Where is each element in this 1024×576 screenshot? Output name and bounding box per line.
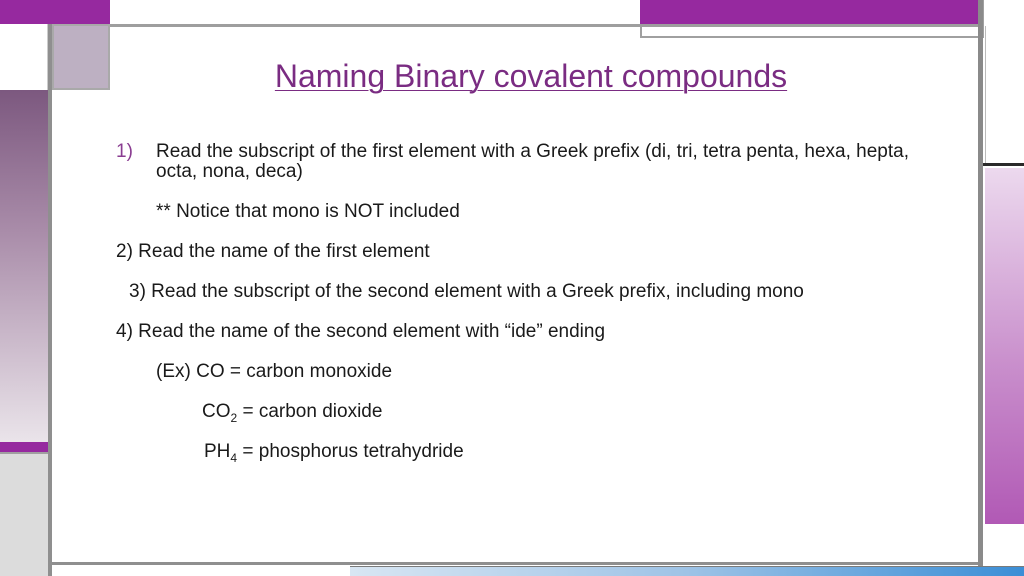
frame-right-gradient-bar [985, 168, 1024, 524]
example-2-formula: CO [202, 401, 231, 422]
frame-left-gradient-bar [0, 90, 48, 442]
example-3-name: = phosphorus tetrahydride [237, 441, 464, 462]
frame-right-divider [983, 163, 1024, 166]
step-3: 3) Read the subscript of the second element with a Greek prefix, including mono [129, 281, 804, 302]
step-1 [116, 142, 916, 182]
frame-top-left-square [52, 24, 110, 90]
note-mono: ** Notice that mono is NOT included [156, 201, 460, 222]
step-1-text: Read the subscript of the first element with a Greek prefix (di, tri, tetra penta, hexa, hepta, octa, nona, deca) [156, 141, 909, 182]
slide-title: Naming Binary covalent compounds [274, 58, 788, 94]
frame-bottom-gradient-bar [350, 566, 1024, 576]
example-2-name: = carbon dioxide [237, 401, 383, 422]
frame-left-accent [0, 442, 48, 452]
example-2-subscript: 2 [230, 410, 238, 425]
example-2 [116, 401, 916, 425]
frame-top-left-accent [0, 0, 110, 24]
example-3-formula: PH [204, 441, 231, 462]
step-4: 4) Read the name of the second element with “ide” ending [116, 321, 606, 342]
slide-body [116, 142, 916, 482]
frame-right-top-box [985, 26, 1024, 163]
frame-bottom-line [52, 562, 978, 565]
step-2: 2) Read the name of the first element [116, 241, 430, 262]
frame-left-line [48, 24, 52, 576]
frame-left-bottom-box [0, 452, 48, 576]
step-1-number: 1) [116, 141, 133, 162]
example-1: (Ex) CO = carbon monoxide [156, 361, 393, 382]
example-3-subscript: 4 [230, 450, 238, 465]
frame-right-line [978, 0, 983, 576]
frame-left-top-box [0, 24, 48, 90]
example-3 [116, 441, 916, 465]
frame-top-right-accent [640, 0, 980, 24]
frame-top-line [110, 24, 980, 27]
